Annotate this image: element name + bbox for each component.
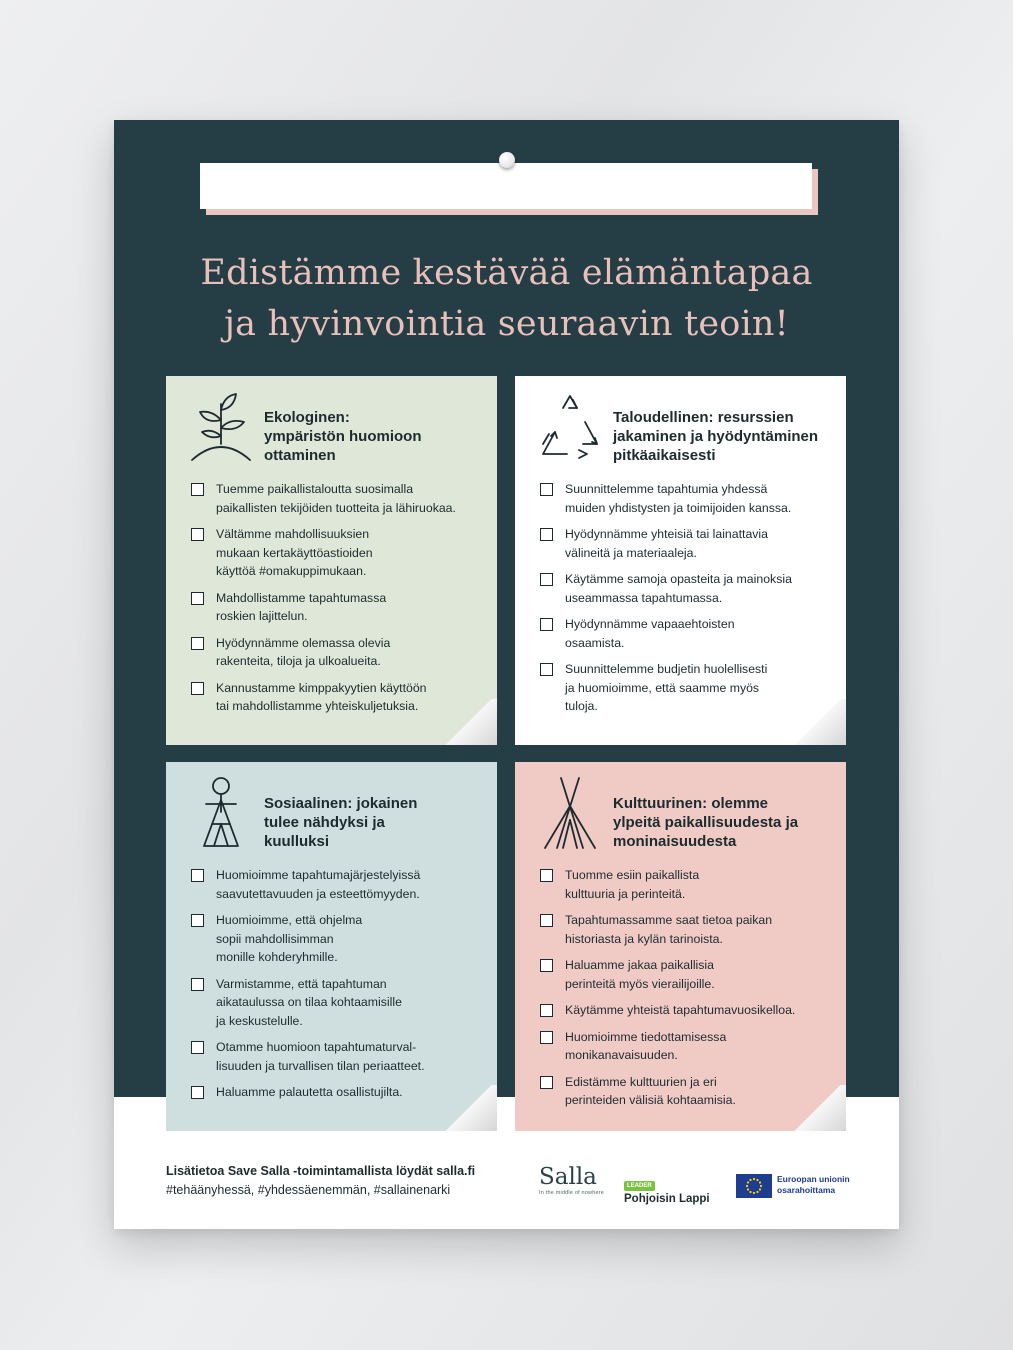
eu-text-line-1: Euroopan unionin: [777, 1174, 850, 1184]
list-item-text: Tapahtumassamme saat tietoa paikan historiasta ja kylän tarinoista.: [565, 913, 773, 946]
list-item-text: Mahdollistamme tapahtumassa roskien lajittelun.: [216, 590, 387, 623]
list-item-text: Suunnittelemme tapahtumia yhdessä muiden yhdistysten ja toimijoiden kanssa.: [565, 482, 792, 515]
page-title: [114, 248, 899, 350]
list-item: [190, 975, 490, 1031]
card-cultural: [515, 762, 846, 1131]
list-item-text: Hyödynnämme olemassa olevia rakenteita, tiloja ja ulkoalueita.: [216, 635, 391, 668]
eu-flag-icon: [736, 1174, 772, 1198]
list-item: [190, 589, 490, 626]
checkbox[interactable]: [540, 914, 553, 927]
checklist: [539, 480, 839, 724]
list-item: [539, 911, 839, 948]
list-item: [190, 525, 490, 581]
list-item-text: Kannustamme kimppakyytien käyttöön tai mahdollistamme yhteiskuljetuksia.: [216, 680, 427, 713]
tipi-icon: [539, 776, 601, 850]
headline-line-1: Edistämme kestävää elämäntapaa: [200, 253, 813, 293]
checkbox[interactable]: [540, 1004, 553, 1017]
checkbox[interactable]: [540, 1031, 553, 1044]
list-item-text: Haluamme palautetta osallistujilta.: [216, 1085, 403, 1099]
list-item-text: Käytämme samoja opasteita ja mainoksia useammassa tapahtumassa.: [565, 572, 792, 605]
checkbox[interactable]: [191, 592, 204, 605]
list-item: [539, 570, 839, 607]
checklist: [190, 866, 490, 1110]
card-title: [613, 794, 838, 851]
list-item-text: Vältämme mahdollisuuksien mukaan kertakäyttöastioiden käyttöä #omakuppimukaan.: [216, 527, 373, 578]
title-bar: [200, 163, 812, 209]
card-title-text: Taloudellinen: resurssien jakaminen ja hyödyntäminen pitkäaikaisesti: [613, 409, 819, 464]
checkbox[interactable]: [191, 978, 204, 991]
checkbox[interactable]: [191, 528, 204, 541]
card-title-text: Kulttuurinen: olemme ylpeitä paikallisuudesta ja moninaisuudesta: [613, 795, 799, 850]
card-economic: [515, 376, 846, 745]
checkbox[interactable]: [540, 1076, 553, 1089]
salla-logo: [539, 1164, 609, 1196]
list-item: [190, 911, 490, 967]
list-item-text: Huomioimme tiedottamisessa monikanavaisuuden.: [565, 1029, 727, 1062]
list-item: [539, 956, 839, 993]
eu-text-line-2: osarahoittama: [777, 1185, 836, 1195]
checkbox[interactable]: [191, 637, 204, 650]
list-item: [190, 1038, 490, 1075]
checkbox[interactable]: [191, 914, 204, 927]
footer-info: Lisätietoa Save Salla -toimintamallista löydät salla.fi: [166, 1164, 476, 1178]
list-item-text: Huomioimme, että ohjelma sopii mahdollisimman monille kohderyhmille.: [216, 913, 363, 964]
list-item-text: Hyödynnämme vapaaehtoisten osaamista.: [565, 617, 735, 650]
checkbox[interactable]: [540, 483, 553, 496]
list-item-text: Varmistamme, että tapahtuman aikataulussa on tilaa kohtaamisille ja keskustelulle.: [216, 976, 402, 1028]
list-item: [539, 1001, 839, 1020]
list-item-text: Otamme huomioon tapahtumaturval- lisuuden ja turvallisen tilan periaatteet.: [216, 1040, 425, 1073]
checkbox[interactable]: [191, 1086, 204, 1099]
card-title: [613, 408, 838, 465]
list-item: [539, 1028, 839, 1065]
checklist: [539, 866, 839, 1118]
checkbox[interactable]: [191, 682, 204, 695]
eu-stars-icon: [736, 1174, 772, 1198]
checkbox[interactable]: [540, 869, 553, 882]
checkbox[interactable]: [540, 959, 553, 972]
list-item-text: Hyödynnämme yhteisiä tai lainattavia välineitä ja materiaaleja.: [565, 527, 769, 560]
list-item: [190, 866, 490, 903]
recycle-triangle-icon: [539, 390, 601, 464]
checkbox[interactable]: [540, 618, 553, 631]
card-title: [264, 408, 489, 465]
list-item-text: Käytämme yhteistä tapahtumavuosikelloa.: [565, 1003, 796, 1017]
checklist: [190, 480, 490, 724]
list-item: [539, 660, 839, 716]
checkbox[interactable]: [540, 663, 553, 676]
salla-logo-tagline: In the middle of nowhere: [539, 1190, 605, 1196]
checkbox[interactable]: [191, 869, 204, 882]
leader-badge: LEADER: [624, 1181, 655, 1191]
card-social: [166, 762, 497, 1131]
list-item-text: Tuomme esiin paikallista kulttuuria ja perinteitä.: [565, 868, 700, 901]
list-item-text: Huomioimme tapahtumajärjestelyissä saavutettavuuden ja esteettömyyden.: [216, 868, 421, 901]
list-item: [190, 679, 490, 716]
eu-logo: [736, 1172, 876, 1200]
list-item: [539, 525, 839, 562]
checkbox[interactable]: [191, 1041, 204, 1054]
salla-logo-word: Salla: [539, 1164, 597, 1190]
pin-icon: [499, 152, 515, 168]
pohjoisin-lappi-name: Pohjoisin Lappi: [624, 1193, 710, 1205]
checkbox[interactable]: [540, 573, 553, 586]
card-title: [264, 794, 489, 851]
list-item: [539, 480, 839, 517]
footer-hashtags: #tehäänyhessä, #yhdessäenemmän, #sallainenarki: [166, 1183, 451, 1197]
list-item-text: Haluamme jakaa paikallisia perinteitä myös vierailijoille.: [565, 958, 715, 991]
list-item-text: Suunnittelemme budjetin huolellisesti ja huomioimme, että saamme myös tuloja.: [565, 662, 768, 713]
poster: [114, 120, 899, 1229]
pohjoisin-lappi-logo: [624, 1174, 724, 1206]
list-item-text: Tuemme paikallistaloutta suosimalla paikallisten tekijöiden tuotteita ja lähiruokaa.: [216, 482, 456, 515]
headline-line-2: ja hyvinvointia seuraavin teoin!: [224, 304, 789, 344]
card-title-text: Sosiaalinen: jokainen tulee nähdyksi ja kuulluksi: [264, 795, 418, 850]
checkbox[interactable]: [191, 483, 204, 496]
list-item-text: Edistämme kulttuurien ja eri perinteiden välisiä kohtaamisia.: [565, 1074, 736, 1107]
person-figure-icon: [190, 776, 252, 850]
list-item: [190, 634, 490, 671]
list-item: [539, 866, 839, 903]
card-title-text: Ekologinen: ympäristön huomioon ottaminen: [264, 409, 422, 464]
list-item: [539, 615, 839, 652]
card-ecological: [166, 376, 497, 745]
list-item: [190, 480, 490, 517]
eu-text: [777, 1174, 877, 1196]
checkbox[interactable]: [540, 528, 553, 541]
footer: [166, 1162, 475, 1200]
sprout-icon: [190, 390, 252, 464]
